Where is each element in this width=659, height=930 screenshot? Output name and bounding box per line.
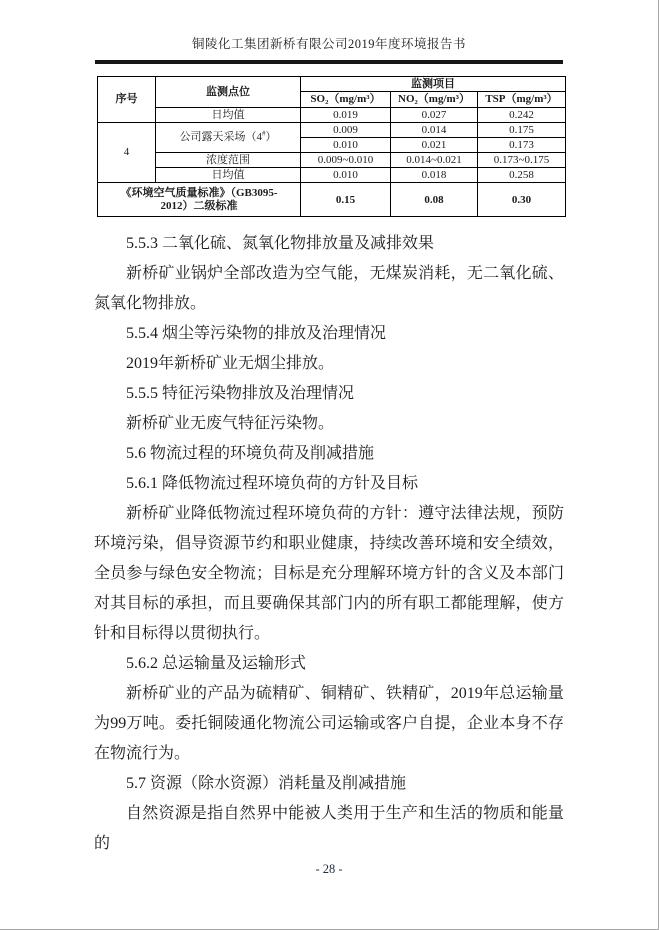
standard-label-line2: 2012）二级标准: [160, 199, 238, 212]
site-row1-so2: 0.009: [301, 122, 391, 137]
section-heading-5-6-1: 5.6.1 降低物流过程环境负荷的方针及目标: [126, 475, 419, 493]
row-daily-bottom-no2: 0.018: [391, 167, 478, 182]
row-daily-top-no2: 0.027: [391, 107, 478, 122]
header-cell-tsp: TSP（mg/m³）: [478, 91, 566, 107]
standard-no2: 0.08: [391, 183, 478, 217]
site-row2-tsp: 0.173: [478, 137, 566, 152]
site-row1-tsp: 0.175: [478, 122, 566, 137]
document-body: [94, 229, 564, 859]
paragraph-logistics-policy: 新桥矿业降低物流过程环境负荷的方针：遵守法律法规，预防环境污染，倡导资源节约和职业健康，持续改善环境和安全绩效，全员参与绿色安全物流；目标是充分理解环境方针的含义及本部门对其目标的承担，而且要确保其部门内的所有职工都能理解，使方针和目标得以贯彻执行。: [94, 505, 564, 643]
site-name-suffix: ）: [265, 131, 277, 144]
section-heading-5-5-5: 5.5.5 特征污染物排放及治理情况: [126, 385, 355, 403]
document-header: [95, 0, 563, 64]
site-row2-no2: 0.021: [391, 137, 478, 152]
site-row2-so2: 0.010: [301, 137, 391, 152]
air-monitoring-table: [97, 76, 566, 218]
page-number: - 28 -: [315, 862, 343, 876]
standard-label-cell: [98, 183, 301, 217]
header-cell-items-group: 监测项目: [301, 76, 566, 91]
section-heading-5-5-4: 5.5.4 烟尘等污染物的排放及治理情况: [126, 325, 387, 343]
section-heading-5-6-2: 5.6.2 总运输量及运输形式: [126, 655, 307, 673]
site-row1-no2: 0.014: [391, 122, 478, 137]
seq-value-cell: 4: [98, 122, 156, 182]
header-cell-seq: 序号: [98, 76, 156, 122]
section-heading-5-5-3: 5.5.3 二氧化硫、氮氧化物排放量及减排效果: [126, 235, 435, 253]
header-cell-site: 监测点位: [156, 76, 301, 107]
paragraph-transport-volume: 新桥矿业的产品为硫精矿、铜精矿、铁精矿，2019年总运输量为99万吨。委托铜陵通化物流公司运输或客户自提，企业本身不存在物流行为。: [94, 685, 564, 763]
section-heading-5-6: 5.6 物流过程的环境负荷及削减措施: [126, 445, 375, 463]
site-name-prefix: 公司露天采场（4: [179, 131, 262, 144]
paragraph-boiler-retrofit: 新桥矿业锅炉全部改造为空气能，无煤炭消耗，无二氧化硫、氮氧化物排放。: [94, 265, 564, 313]
paragraph-no-smoke-dust: 2019年新桥矿业无烟尘排放。: [126, 355, 335, 373]
site-name-cell: [156, 122, 301, 152]
row-daily-bottom-so2: 0.010: [301, 167, 391, 182]
header-rule: [95, 60, 563, 64]
standard-so2: 0.15: [301, 183, 391, 217]
row-daily-top-label: 日均值: [156, 107, 301, 122]
site-number-superscript: #: [262, 129, 266, 138]
standard-label-line1: 《环境空气质量标准》（GB3095-: [120, 187, 278, 200]
paragraph-no-characteristic-pollutants: 新桥矿业无废气特征污染物。: [126, 415, 335, 433]
row-range-no2: 0.014~0.021: [391, 152, 478, 167]
header-cell-no2: NO₂（mg/m³）: [391, 91, 478, 107]
row-daily-top-tsp: 0.242: [478, 107, 566, 122]
header-cell-so2: SO₂（mg/m³）: [301, 91, 391, 107]
row-daily-bottom-label: 日均值: [156, 167, 301, 182]
row-range-so2: 0.009~0.010: [301, 152, 391, 167]
row-daily-bottom-tsp: 0.258: [478, 167, 566, 182]
row-range-tsp: 0.173~0.175: [478, 152, 566, 167]
section-heading-5-7: 5.7 资源（除水资源）消耗量及削减措施: [126, 775, 407, 793]
row-range-label: 浓度范围: [156, 152, 301, 167]
standard-tsp: 0.30: [478, 183, 566, 217]
document-header-title: 铜陵化工集团新桥有限公司2019年度环境报告书: [191, 37, 466, 51]
paragraph-natural-resources: 自然资源是指自然界中能被人类用于生产和生活的物质和能量的: [94, 805, 564, 853]
row-daily-top-so2: 0.019: [301, 107, 391, 122]
